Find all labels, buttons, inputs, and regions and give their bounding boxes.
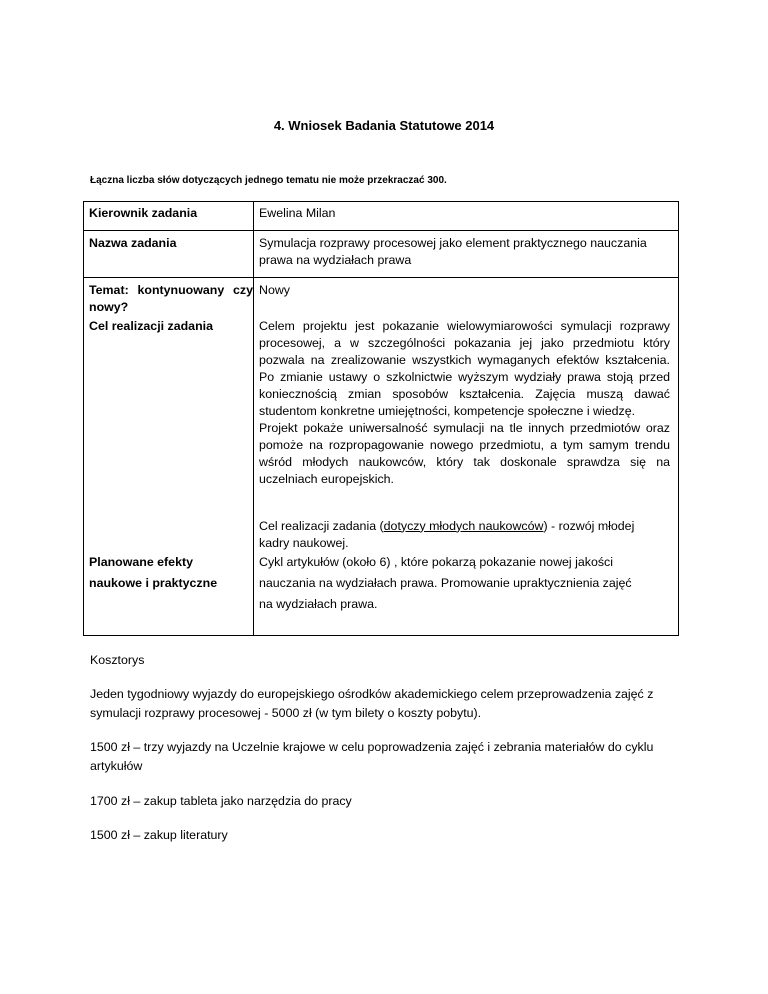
cost-item: 1700 zł – zakup tableta jako narzędzia do pracy [90,794,352,808]
table-row [84,231,679,278]
underlined-young-scientists: dotyczy młodych naukowców [383,518,544,533]
cost-item: Jeden tygodniowy wyjazdy do europejskiego ośrodków akademickiego celem przeprowadzenia zajęć z symulacji rozprawy procesowej - 5000 zł (w tym bilety o koszty pobytu). [90,687,654,720]
value-task-name: Symulacja rozprawy procesowej jako element praktycznego nauczania prawa na wydziałach prawa [259,236,647,267]
value-task-goal [254,318,679,552]
cost-estimate [90,651,680,845]
table-row [84,202,679,231]
label-planned-effects: Planowane efekty naukowe i praktyczne [84,552,254,636]
table-row [84,552,679,636]
goal-paragraph-2: Projekt pokaże uniwersalność symulacji na tle innych przedmiotów oraz pomoże na rozpropagowanie nowego przedmiotu, a tym samym trendu wśród młodych naukowców, który tak doskonale sprawdza się na uczelniach europejskich. [259,420,670,486]
table-row [84,278,679,318]
application-table [83,201,679,636]
cost-item: 1500 zł – zakup literatury [90,828,228,842]
costs-heading: Kosztorys [90,653,145,667]
value-task-manager: Ewelina Milan [259,206,336,220]
goal-paragraph-1: Celem projektu jest pokazanie wielowymiarowości symulacji rozprawy procesowej, a w szczególności pokazania jej jako przedmiotu który pozwala na zrealizowanie wszystkich wymaganych efektów kształcenia. Po zmianie ustawy o szkolnictwie wyższym wydziały prawa stoją przed koniecznością zmian sposobów kształcenia. Zajęcia muszą dawać studentom konkretne umiejętności, kompetencje społeczne i wiedzę. [259,318,670,418]
table-row [84,318,679,552]
word-limit-note: Łączna liczba słów dotyczących jednego tematu nie może przekraczać 300. [90,175,447,186]
document-title: 4. Wniosek Badania Statutowe 2014 [273,118,495,133]
label-task-manager: Kierownik zadania [84,202,254,231]
value-planned-effects: Cykl artykułów (około 6) , które pokarzą pokazanie nowej jakości nauczania na wydziałach prawa. Promowanie upraktycznienia zajęć na wydziałach prawa. [259,554,632,611]
value-topic-status: Nowy [259,283,290,297]
label-task-name: Nazwa zadania [84,231,254,278]
goal-paragraph-3: Cel realizacji zadania (dotyczy młodych naukowców) - rozwój młodej kadry naukowej. [259,518,635,550]
cost-item: 1500 zł – trzy wyjazdy na Uczelnie krajowe w celu poprowadzenia zajęć i zebrania materiałów do cyklu artykułów [90,740,654,773]
label-task-goal: Cel realizacji zadania [84,318,254,552]
label-topic-status: Temat: kontynuowany czy nowy? [84,278,254,318]
